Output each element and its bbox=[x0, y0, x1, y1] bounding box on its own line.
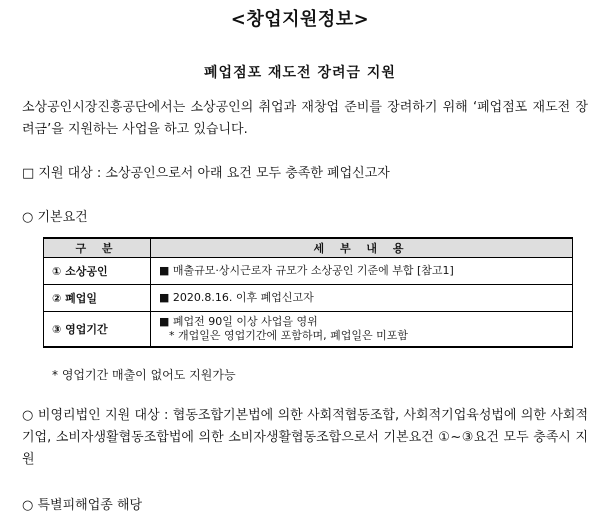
detail-cell: ■ 매출규모·상시근로자 규모가 소상공인 기준에 부합 [참고1] bbox=[151, 258, 573, 285]
basic-requirements-heading: ○ 기본요건 bbox=[22, 210, 88, 225]
detail-cell bbox=[151, 312, 573, 348]
condition-cell: ① 소상공인 bbox=[44, 258, 151, 285]
document-subtitle: 폐업점포 재도전 장려금 지원 bbox=[204, 65, 396, 81]
special-industry-line: ○ 특별피해업종 해당 bbox=[22, 498, 143, 513]
condition-cell: ② 폐업일 bbox=[44, 285, 151, 312]
condition-cell: ③ 영업기간 bbox=[44, 312, 151, 348]
table-header-category: 구 분 bbox=[44, 238, 151, 258]
nonprofit-paragraph: ○ 비영리법인 지원 대상 : 협동조합기본법에 의한 사회적협동조합, 사회적기업육성법에 의한 사회적기업, 소비자생활협동조합법에 의한 소비자생활협동조합으로서 기본요건 ①~③요건 모두 충족시 지원 bbox=[22, 408, 588, 467]
table-header-row bbox=[44, 238, 573, 258]
detail-text: ■ 폐업전 90일 이상 사업을 영위 bbox=[159, 315, 318, 328]
table-row bbox=[44, 258, 573, 285]
document-title: <창업지원정보> bbox=[230, 9, 370, 30]
intro-paragraph: 소상공인시장진흥공단에서는 소상공인의 취업과 재창업 준비를 장려하기 위해 ‘폐업점포 재도전 장려금’을 지원하는 사업을 하고 있습니다. bbox=[22, 100, 588, 137]
detail-subnote: * 개업일은 영업기간에 포함하며, 폐업일은 미포함 bbox=[169, 329, 408, 342]
detail-cell: ■ 2020.8.16. 이후 폐업신고자 bbox=[151, 285, 573, 312]
footnote: * 영업기간 매출이 없어도 지원가능 bbox=[52, 368, 236, 382]
table-header-detail: 세 부 내 용 bbox=[151, 238, 573, 258]
support-target-line: □ 지원 대상 : 소상공인으로서 아래 요건 모두 충족한 폐업신고자 bbox=[22, 166, 390, 181]
table-row bbox=[44, 312, 573, 348]
table-row bbox=[44, 285, 573, 312]
requirements-table bbox=[43, 237, 573, 348]
